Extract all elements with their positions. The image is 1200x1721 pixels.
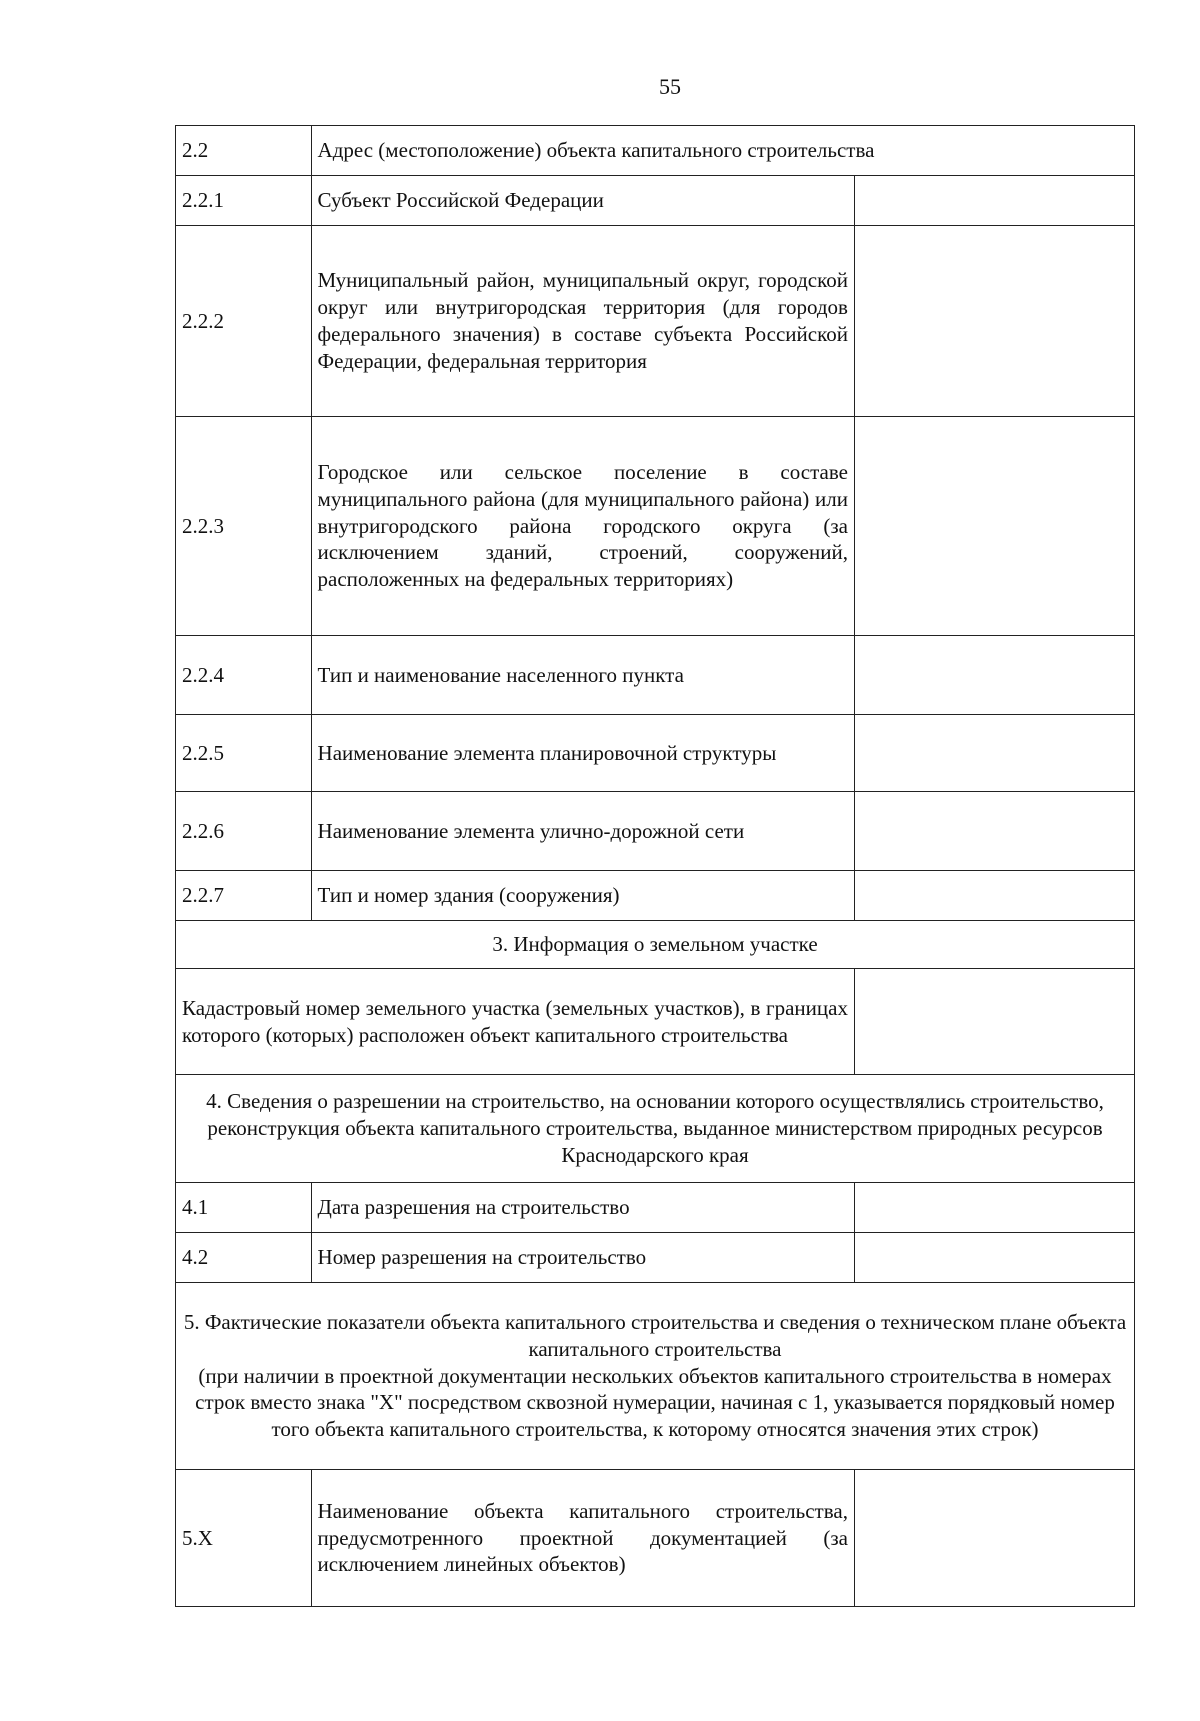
- row-label: Наименование объекта капитального строительства, предусмотренного проектной документацией (за исключением линейных объектов): [311, 1470, 854, 1607]
- value-cell[interactable]: [854, 792, 1134, 871]
- value-cell[interactable]: [854, 969, 1134, 1075]
- section-row: [176, 921, 1135, 969]
- row-label: Дата разрешения на строительство: [311, 1183, 854, 1233]
- row-label: Адрес (местоположение) объекта капитального строительства: [311, 126, 1134, 176]
- section-heading: 4. Сведения о разрешении на строительство, на основании которого осуществлялись строительство, реконструкция объекта капитального строительства, выданное министерством природных ресурсов Краснодарского края: [176, 1075, 1135, 1183]
- table-row: [176, 176, 1135, 226]
- row-number: 4.1: [176, 1183, 312, 1233]
- table-row: [176, 417, 1135, 636]
- row-number: 2.2.3: [176, 417, 312, 636]
- value-cell[interactable]: [854, 871, 1134, 921]
- table-row: [176, 636, 1135, 715]
- section-row: [176, 1283, 1135, 1470]
- table-row: [176, 1233, 1135, 1283]
- value-cell[interactable]: [854, 226, 1134, 417]
- value-cell[interactable]: [854, 1233, 1134, 1283]
- table-row: [176, 792, 1135, 871]
- row-number: 2.2.6: [176, 792, 312, 871]
- table-row: [176, 1183, 1135, 1233]
- table-row: [176, 126, 1135, 176]
- row-label: Тип и наименование населенного пункта: [311, 636, 854, 715]
- row-label: Наименование элемента планировочной структуры: [311, 715, 854, 792]
- table-row: [176, 871, 1135, 921]
- row-number: 2.2.5: [176, 715, 312, 792]
- row-number: 2.2: [176, 126, 312, 176]
- table-row: [176, 969, 1135, 1075]
- section-row: [176, 1075, 1135, 1183]
- value-cell[interactable]: [854, 417, 1134, 636]
- row-number: 2.2.1: [176, 176, 312, 226]
- row-number: 2.2.7: [176, 871, 312, 921]
- form-table: [175, 125, 1135, 1607]
- row-label: Кадастровый номер земельного участка (земельных участков), в границах которого (которых) расположен объект капитального строительства: [176, 969, 855, 1075]
- row-number: 5.X: [176, 1470, 312, 1607]
- row-label: Субъект Российской Федерации: [311, 176, 854, 226]
- page-number: 55: [659, 74, 681, 99]
- value-cell[interactable]: [854, 1183, 1134, 1233]
- section-heading: 3. Информация о земельном участке: [176, 921, 1135, 969]
- row-label: Тип и номер здания (сооружения): [311, 871, 854, 921]
- row-number: 2.2.2: [176, 226, 312, 417]
- section-note: (при наличии в проектной документации нескольких объектов капитального строительства в номерах строк вместо знака "X" посредством сквозной нумерации, начиная с 1, указывается порядковый номер того объекта капитального строительства, к которому относятся значения этих строк): [195, 1363, 1115, 1442]
- row-label: Наименование элемента улично-дорожной сети: [311, 792, 854, 871]
- section-heading: [176, 1283, 1135, 1470]
- row-label: Городское или сельское поселение в составе муниципального района (для муниципального района) или внутригородского района городского округа (за исключением зданий, строений, сооружений, расположенных на федеральных территориях): [311, 417, 854, 636]
- row-label: Муниципальный район, муниципальный округ, городской округ или внутригородская территория (для городов федерального значения) в составе субъекта Российской Федерации, федеральная территория: [311, 226, 854, 417]
- value-cell[interactable]: [854, 176, 1134, 226]
- value-cell[interactable]: [854, 715, 1134, 792]
- section-title: 5. Фактические показатели объекта капитального строительства и сведения о техническом плане объекта капитального строительства: [183, 1309, 1127, 1361]
- value-cell[interactable]: [854, 636, 1134, 715]
- table-row: [176, 715, 1135, 792]
- table-row: [176, 1470, 1135, 1607]
- row-label: Номер разрешения на строительство: [311, 1233, 854, 1283]
- row-number: 2.2.4: [176, 636, 312, 715]
- value-cell[interactable]: [854, 1470, 1134, 1607]
- table-row: [176, 226, 1135, 417]
- row-number: 4.2: [176, 1233, 312, 1283]
